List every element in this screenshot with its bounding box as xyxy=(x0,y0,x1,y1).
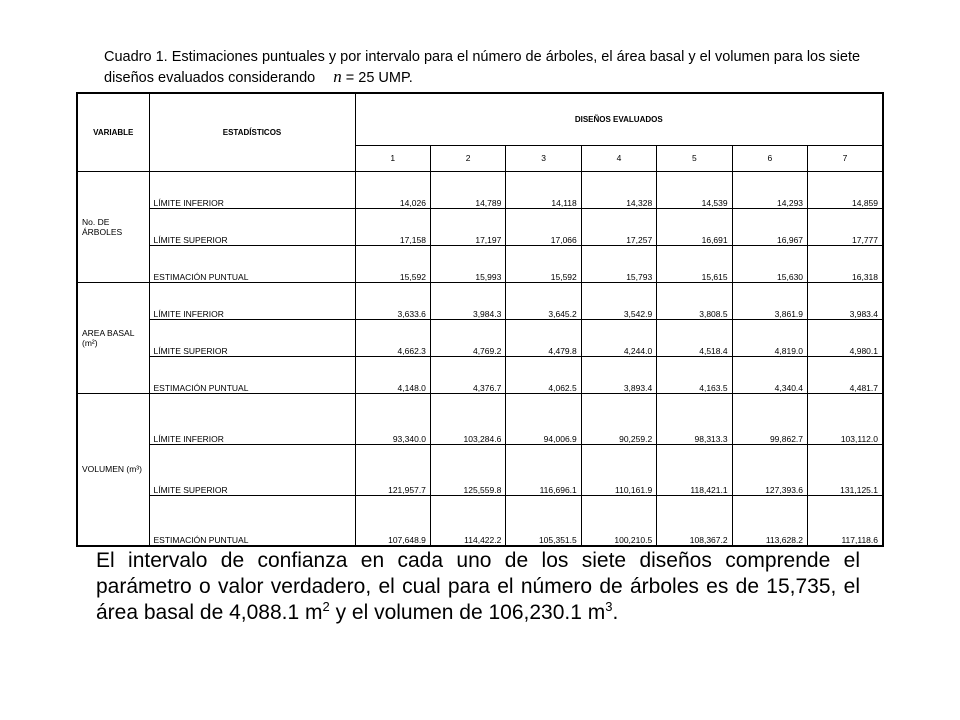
cell-value: 17,158 xyxy=(355,208,430,245)
cell-value: 15,592 xyxy=(506,245,581,282)
cubed-superscript: 3 xyxy=(605,599,613,614)
cell-value: 4,819.0 xyxy=(732,319,807,356)
design-number: 4 xyxy=(581,145,656,171)
cell-value: 15,615 xyxy=(657,245,732,282)
cell-value: 3,861.9 xyxy=(732,282,807,319)
cell-value: 110,161.9 xyxy=(581,444,656,495)
design-number: 6 xyxy=(732,145,807,171)
cell-value: 4,980.1 xyxy=(808,319,883,356)
cell-value: 17,066 xyxy=(506,208,581,245)
variable-label: AREA BASAL (m²) xyxy=(77,282,149,393)
cell-value: 16,967 xyxy=(732,208,807,245)
cell-value: 105,351.5 xyxy=(506,495,581,546)
cell-value: 17,257 xyxy=(581,208,656,245)
table-row xyxy=(77,208,883,245)
cell-value: 118,421.1 xyxy=(657,444,732,495)
paragraph-text-2: y el volumen de 106,230.1 m xyxy=(329,601,606,624)
stat-label: LÍMITE SUPERIOR xyxy=(149,208,355,245)
cell-value: 4,769.2 xyxy=(430,319,505,356)
cell-value: 117,118.6 xyxy=(808,495,883,546)
stat-label: ESTIMACIÓN PUNTUAL xyxy=(149,245,355,282)
cell-value: 4,340.4 xyxy=(732,356,807,393)
design-number: 1 xyxy=(355,145,430,171)
stat-label: LÍMITE INFERIOR xyxy=(149,393,355,444)
table-row xyxy=(77,319,883,356)
table-row xyxy=(77,393,883,444)
cell-value: 103,284.6 xyxy=(430,393,505,444)
table-caption xyxy=(104,48,864,88)
cell-value: 14,118 xyxy=(506,171,581,208)
cell-value: 3,542.9 xyxy=(581,282,656,319)
caption-eq-variable: n xyxy=(333,67,342,86)
cell-value: 127,393.6 xyxy=(732,444,807,495)
cell-value: 4,662.3 xyxy=(355,319,430,356)
cell-value: 116,696.1 xyxy=(506,444,581,495)
cell-value: 15,630 xyxy=(732,245,807,282)
table-row xyxy=(77,245,883,282)
stat-label: LÍMITE SUPERIOR xyxy=(149,444,355,495)
caption-eq-value: = 25 UMP. xyxy=(345,70,413,86)
stat-label: ESTIMACIÓN PUNTUAL xyxy=(149,495,355,546)
cell-value: 14,026 xyxy=(355,171,430,208)
cell-value: 4,376.7 xyxy=(430,356,505,393)
cell-value: 121,957.7 xyxy=(355,444,430,495)
cell-value: 4,163.5 xyxy=(657,356,732,393)
cell-value: 4,479.8 xyxy=(506,319,581,356)
table-row xyxy=(77,171,883,208)
stat-label: LÍMITE SUPERIOR xyxy=(149,319,355,356)
caption-equation xyxy=(333,67,413,88)
header-variable: VARIABLE xyxy=(77,93,149,171)
cell-value: 3,984.3 xyxy=(430,282,505,319)
cell-value: 14,328 xyxy=(581,171,656,208)
cell-value: 113,628.2 xyxy=(732,495,807,546)
cell-value: 3,983.4 xyxy=(808,282,883,319)
design-number: 7 xyxy=(808,145,883,171)
cell-value: 3,893.4 xyxy=(581,356,656,393)
conclusion-paragraph xyxy=(96,548,860,626)
cell-value: 108,367.2 xyxy=(657,495,732,546)
variable-label: No. DE ÁRBOLES xyxy=(77,171,149,282)
variable-label: VOLUMEN (m³) xyxy=(77,393,149,546)
squared-superscript: 2 xyxy=(322,599,330,614)
cell-value: 16,318 xyxy=(808,245,883,282)
cell-value: 98,313.3 xyxy=(657,393,732,444)
cell-value: 90,259.2 xyxy=(581,393,656,444)
table-row xyxy=(77,356,883,393)
cell-value: 114,422.2 xyxy=(430,495,505,546)
design-number: 2 xyxy=(430,145,505,171)
table-row xyxy=(77,282,883,319)
stat-label: LÍMITE INFERIOR xyxy=(149,171,355,208)
cell-value: 94,006.9 xyxy=(506,393,581,444)
cell-value: 15,793 xyxy=(581,245,656,282)
table-row xyxy=(77,495,883,546)
design-number: 5 xyxy=(657,145,732,171)
cell-value: 3,645.2 xyxy=(506,282,581,319)
cell-value: 125,559.8 xyxy=(430,444,505,495)
stat-label: ESTIMACIÓN PUNTUAL xyxy=(149,356,355,393)
cell-value: 4,062.5 xyxy=(506,356,581,393)
cell-value: 107,648.9 xyxy=(355,495,430,546)
design-number: 3 xyxy=(506,145,581,171)
cell-value: 4,244.0 xyxy=(581,319,656,356)
cell-value: 16,691 xyxy=(657,208,732,245)
cell-value: 100,210.5 xyxy=(581,495,656,546)
cell-value: 93,340.0 xyxy=(355,393,430,444)
cell-value: 99,862.7 xyxy=(732,393,807,444)
estimates-table xyxy=(76,92,884,547)
cell-value: 15,592 xyxy=(355,245,430,282)
cell-value: 3,808.5 xyxy=(657,282,732,319)
caption-text: Cuadro 1. Estimaciones puntuales y por intervalo para el número de árboles, el área basal y el volumen para los siete diseños evaluados considerando xyxy=(104,49,861,86)
header-statistics: ESTADÍSTICOS xyxy=(149,93,355,171)
table-row xyxy=(77,444,883,495)
cell-value: 14,859 xyxy=(808,171,883,208)
cell-value: 3,633.6 xyxy=(355,282,430,319)
stat-label: LÍMITE INFERIOR xyxy=(149,282,355,319)
paragraph-text-3: . xyxy=(612,601,619,624)
cell-value: 131,125.1 xyxy=(808,444,883,495)
header-designs: DISEÑOS EVALUADOS xyxy=(355,93,883,145)
cell-value: 17,777 xyxy=(808,208,883,245)
cell-value: 4,481.7 xyxy=(808,356,883,393)
cell-value: 14,293 xyxy=(732,171,807,208)
cell-value: 17,197 xyxy=(430,208,505,245)
cell-value: 103,112.0 xyxy=(808,393,883,444)
cell-value: 15,993 xyxy=(430,245,505,282)
paragraph-text-1: El intervalo de confianza en cada uno de los siete diseños comprende el parámetro o valor verdadero, el cual para el número de árboles es de 15,735, el área basal de 4,088.1 m xyxy=(96,549,860,624)
cell-value: 14,789 xyxy=(430,171,505,208)
cell-value: 4,518.4 xyxy=(657,319,732,356)
cell-value: 4,148.0 xyxy=(355,356,430,393)
cell-value: 14,539 xyxy=(657,171,732,208)
